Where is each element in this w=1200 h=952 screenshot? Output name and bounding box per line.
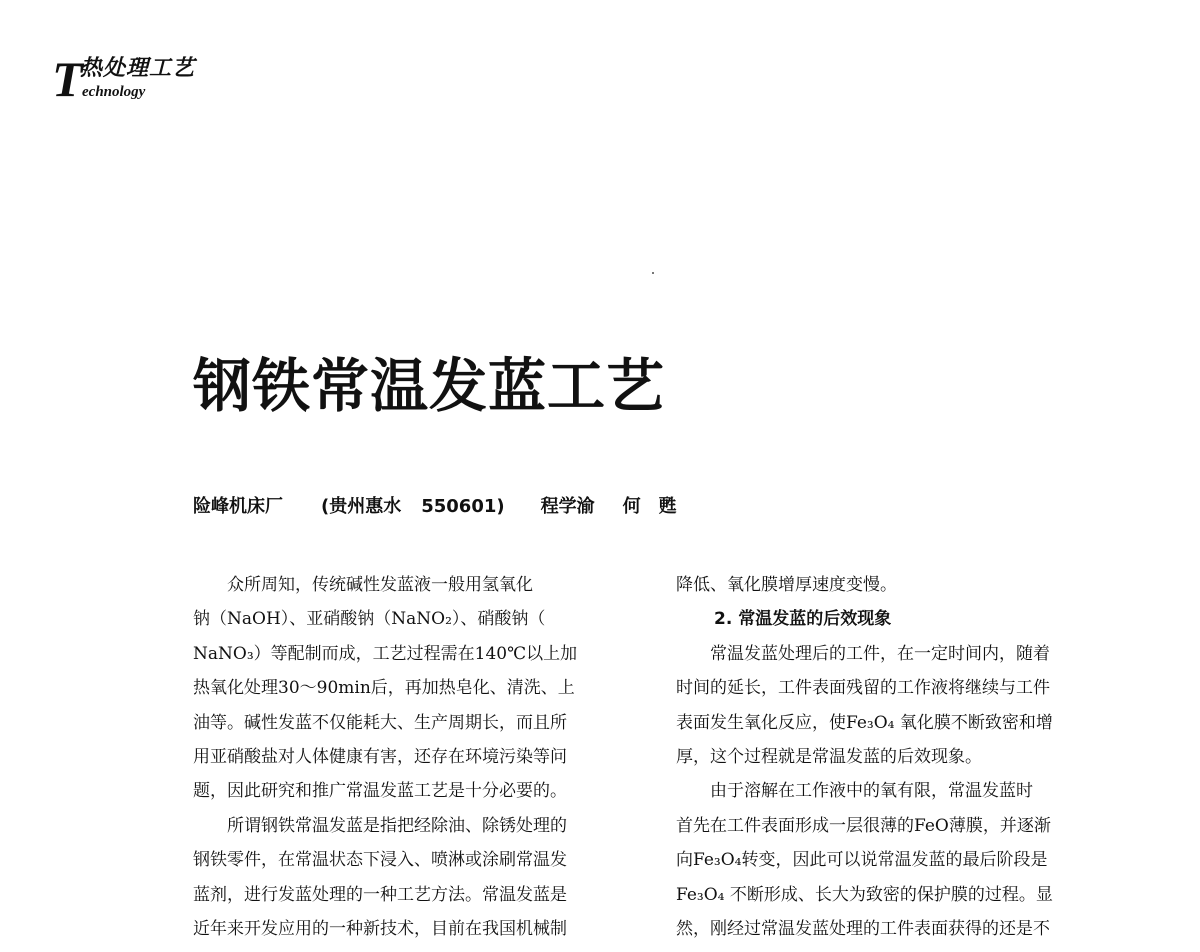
byline-location: (贵州惠水: [321, 496, 402, 517]
continuation-line: 降低、氧化膜增厚速度变慢。: [676, 575, 897, 595]
article-byline: [193, 494, 677, 520]
text-line: NaNO₃）等配制而成，工艺过程需在140℃以上加: [193, 643, 578, 664]
text-line: 向Fe₃O₄转变，因此可以说常温发蓝的最后阶段是: [676, 850, 1048, 871]
section-heading: 2. 常温发蓝的后效现象: [714, 609, 892, 630]
text-line: Fe₃O₄ 不断形成、长大为致密的保护膜的过程。显: [676, 884, 1053, 905]
text-line: 时间的延长，工件表面残留的工作液将继续与工件: [676, 678, 1050, 699]
article-title: 钢铁常温发蓝工艺: [193, 352, 666, 420]
text-line: 众所周知，传统碱性发蓝液一般用氢氧化: [227, 575, 533, 595]
left-paragraph-1: [193, 568, 639, 602]
logo-letter: T: [52, 51, 83, 107]
byline-author-1: 程学渝: [540, 496, 595, 517]
text-line: 油等。碱性发蓝不仅能耗大、生产周期长，而且所: [193, 712, 567, 733]
text-line: 近年来开发应用的一种新技术，目前在我国机械制: [193, 919, 567, 940]
byline-author-2-surname: 何: [622, 496, 641, 517]
text-line: 用亚硝酸盐对人体健康有害，还存在环境污染等问: [193, 747, 567, 768]
text-line: 厚，这个过程就是常温发蓝的后效现象。: [676, 747, 982, 768]
logo-english-name: echnology: [82, 84, 146, 100]
byline-postcode: 550601): [421, 496, 505, 517]
left-column: [193, 568, 639, 946]
text-line: 由于溶解在工作液中的氧有限，常温发蓝时: [710, 781, 1033, 802]
text-line: 所谓钢铁常温发蓝是指把经除油、除锈处理的: [227, 815, 567, 836]
text-line: 首先在工件表面形成一层很薄的FeO薄膜，并逐渐: [676, 815, 1051, 836]
journal-section-logo: [52, 50, 252, 110]
right-column: [676, 568, 1118, 946]
text-line: 热氧化处理30～90min后，再加热皂化、清洗、上: [193, 678, 575, 699]
text-line: 然，刚经过常温发蓝处理的工件表面获得的还是不: [676, 919, 1050, 940]
print-speck: [652, 272, 654, 274]
byline-author-2-given: 甦: [658, 496, 677, 517]
text-line: 钠（NaOH）、亚硝酸钠（NaNO₂）、硝酸钠（: [193, 609, 546, 630]
left-paragraph-2: [193, 809, 639, 843]
text-line: 常温发蓝处理后的工件，在一定时间内，随着: [710, 643, 1050, 664]
right-paragraph-1: [676, 637, 1118, 671]
text-line: 题，因此研究和推广常温发蓝工艺是十分必要的。: [193, 781, 567, 802]
text-line: 钢铁零件，在常温状态下浸入、喷淋或涂刷常温发: [193, 850, 567, 871]
byline-organization: 险峰机床厂: [193, 496, 283, 517]
text-line: 表面发生氧化反应，使Fe₃O₄ 氧化膜不断致密和增: [676, 712, 1053, 733]
text-line: 蓝剂，进行发蓝处理的一种工艺方法。常温发蓝是: [193, 884, 567, 905]
right-paragraph-2: [676, 774, 1118, 808]
logo-section-name: 热处理工艺: [80, 55, 196, 81]
